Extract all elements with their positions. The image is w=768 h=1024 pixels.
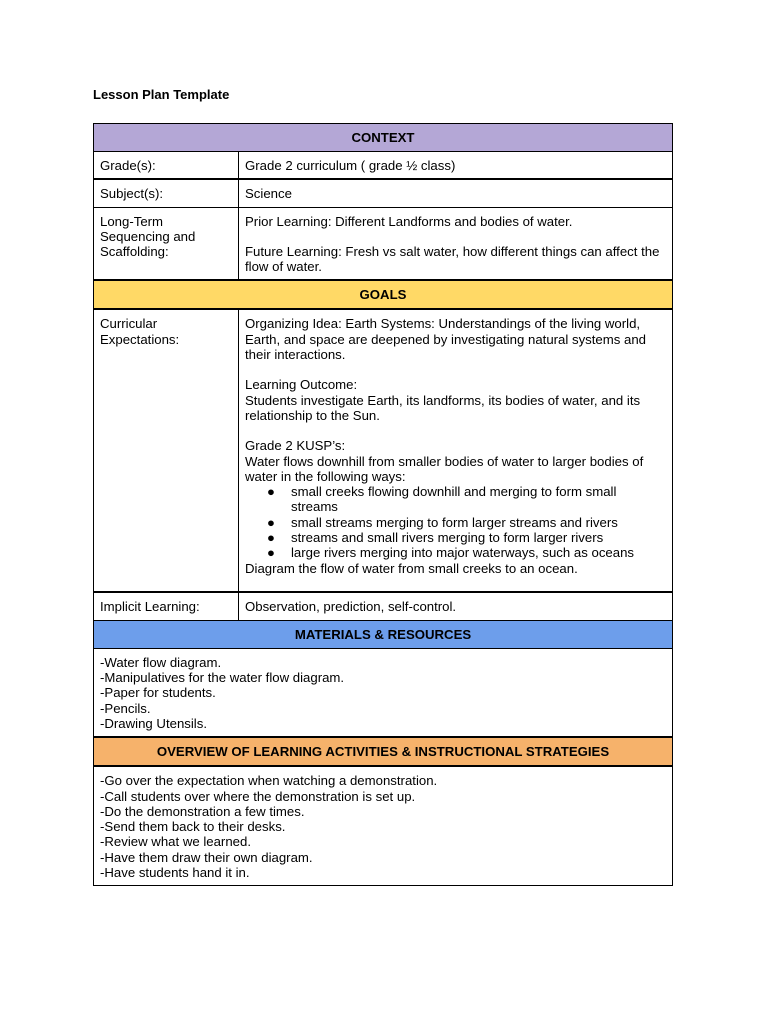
- materials-list: [94, 648, 673, 737]
- list-item: -Do the demonstration a few times.: [100, 803, 305, 819]
- list-item: -Drawing Utensils.: [100, 715, 207, 731]
- list-item: -Send them back to their desks.: [100, 819, 286, 835]
- overview-header: OVERVIEW OF LEARNING ACTIVITIES & INSTRUCTIONAL STRATEGIES: [94, 737, 673, 766]
- grades-label: Grade(s):: [94, 152, 239, 180]
- bullet-icon: ●: [267, 514, 275, 530]
- learning-outcome-label: Learning Outcome:: [245, 377, 358, 393]
- implicit-row: [94, 592, 673, 620]
- implicit-label: Implicit Learning:: [94, 592, 239, 620]
- list-item: -Go over the expectation when watching a demonstration.: [100, 773, 438, 789]
- lesson-plan-table: [93, 123, 673, 886]
- list-item: ● streams and small rivers merging to form larger rivers: [267, 530, 604, 546]
- subjects-value: Science: [239, 179, 673, 207]
- list-item: -Paper for students.: [100, 685, 216, 701]
- bullet-icon: ●: [267, 484, 275, 500]
- goals-header-row: [94, 280, 673, 309]
- list-item: -Manipulatives for the water flow diagram.: [100, 670, 345, 686]
- sequencing-value: [239, 207, 673, 280]
- list-item: ● small creeks flowing downhill and merging to form small streams: [267, 484, 617, 515]
- bullet-icon: ●: [267, 545, 275, 561]
- curricular-label: Curricular Expectations:: [94, 309, 239, 592]
- overview-row: [94, 766, 673, 886]
- list-item: -Call students over where the demonstration is set up.: [100, 788, 416, 804]
- kusp-bullet-list: [245, 484, 666, 560]
- prior-learning: Prior Learning: Different Landforms and bodies of water.: [245, 213, 573, 229]
- materials-header-row: [94, 620, 673, 648]
- kusp-label: Grade 2 KUSP’s:: [245, 438, 346, 454]
- list-item: -Review what we learned.: [100, 834, 251, 850]
- sequencing-row: [94, 207, 673, 280]
- overview-list: [94, 766, 673, 886]
- grades-value: Grade 2 curriculum ( grade ½ class): [239, 152, 673, 180]
- goals-header: GOALS: [94, 280, 673, 309]
- subjects-row: [94, 179, 673, 207]
- implicit-value: Observation, prediction, self-control.: [239, 592, 673, 620]
- list-item: ● small streams merging to form larger streams and rivers: [267, 514, 618, 530]
- overview-header-row: [94, 737, 673, 766]
- grades-row: [94, 152, 673, 180]
- list-item: -Pencils.: [100, 700, 151, 716]
- curricular-row: [94, 309, 673, 592]
- bullet-icon: ●: [267, 530, 275, 546]
- list-item: -Have them draw their own diagram.: [100, 849, 313, 865]
- materials-header: MATERIALS & RESOURCES: [94, 620, 673, 648]
- list-item: -Water flow diagram.: [100, 654, 222, 670]
- subjects-label: Subject(s):: [94, 179, 239, 207]
- diagram-note: Diagram the flow of water from small creeks to an ocean.: [245, 560, 578, 576]
- kusp-intro: Water flows downhill from smaller bodies of water to larger bodies of water in the following ways:: [245, 453, 644, 484]
- list-item: -Have students hand it in.: [100, 865, 250, 881]
- list-item: ● large rivers merging into major waterways, such as oceans: [267, 545, 635, 561]
- curricular-value: [239, 309, 673, 592]
- learning-outcome: Students investigate Earth, its landforms, its bodies of water, and its relationship to the Sun.: [245, 392, 641, 423]
- future-learning: Future Learning: Fresh vs salt water, how different things can affect the flow of water.: [245, 243, 660, 275]
- context-header-row: [94, 124, 673, 152]
- organizing-idea: Organizing Idea: Earth Systems: Understandings of the living world, Earth, and space are deepened by investigating natural systems and their interactions.: [245, 316, 647, 363]
- materials-row: [94, 648, 673, 737]
- sequencing-label: Long-Term Sequencing and Scaffolding:: [94, 207, 239, 280]
- context-header: CONTEXT: [94, 124, 673, 152]
- page-title: Lesson Plan Template: [93, 87, 230, 102]
